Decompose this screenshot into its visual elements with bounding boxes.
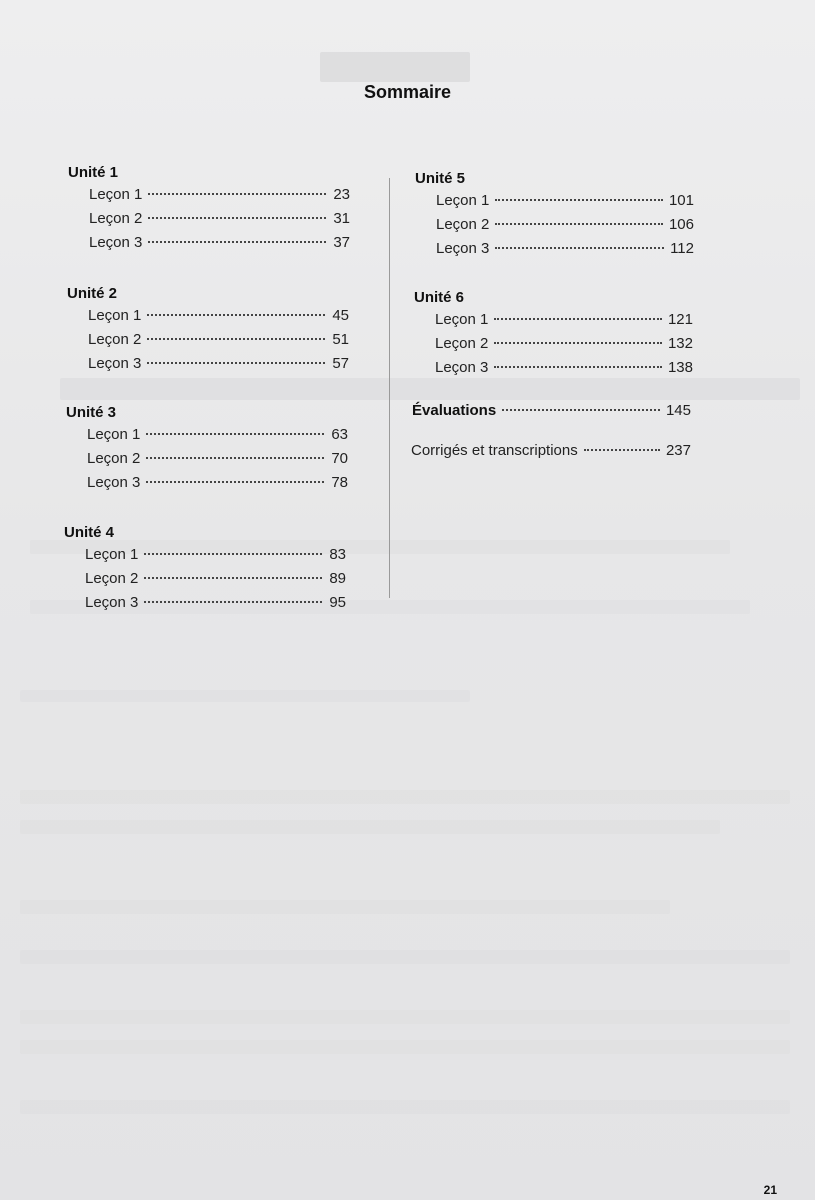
toc-entry[interactable] bbox=[68, 207, 350, 231]
page-reference: 23 bbox=[333, 186, 350, 203]
page-reference: 121 bbox=[667, 311, 693, 328]
unit-6-section bbox=[414, 288, 693, 380]
toc-entry[interactable] bbox=[64, 543, 346, 567]
show-through-line bbox=[20, 1010, 790, 1024]
toc-entry[interactable] bbox=[414, 308, 693, 332]
page-reference: 106 bbox=[668, 216, 694, 233]
unit-1-section bbox=[68, 163, 350, 255]
leader-dots bbox=[146, 457, 324, 459]
show-through-line bbox=[20, 900, 670, 914]
show-through-heading bbox=[320, 52, 470, 82]
leader-dots bbox=[494, 366, 662, 368]
toc-entry-corriges[interactable] bbox=[411, 442, 691, 459]
toc-entry[interactable] bbox=[64, 591, 346, 615]
leader-dots bbox=[584, 449, 660, 451]
unit-4-section bbox=[64, 523, 346, 615]
leader-dots bbox=[146, 433, 324, 435]
leader-dots bbox=[146, 481, 324, 483]
leader-dots bbox=[147, 314, 325, 316]
lesson-label: Leçon 1 bbox=[87, 426, 141, 443]
page-reference: 132 bbox=[667, 335, 693, 352]
lesson-label: Leçon 3 bbox=[436, 240, 490, 257]
page-reference: 145 bbox=[665, 402, 691, 419]
show-through-line bbox=[20, 950, 790, 964]
toc-entry-evaluations[interactable] bbox=[412, 402, 691, 419]
page-reference: 70 bbox=[331, 450, 348, 467]
leader-dots bbox=[495, 223, 663, 225]
lesson-label: Leçon 2 bbox=[88, 331, 142, 348]
leader-dots bbox=[502, 409, 660, 411]
toc-entry[interactable] bbox=[66, 447, 348, 471]
lesson-label: Leçon 3 bbox=[85, 594, 139, 611]
show-through-line bbox=[20, 1040, 790, 1054]
toc-entry[interactable] bbox=[66, 423, 348, 447]
toc-entry[interactable] bbox=[68, 231, 350, 255]
show-through-line bbox=[60, 378, 800, 400]
evaluations-label: Évaluations bbox=[412, 402, 497, 419]
leader-dots bbox=[144, 577, 322, 579]
lesson-label: Leçon 3 bbox=[89, 234, 143, 251]
toc-entry[interactable] bbox=[415, 237, 694, 261]
page-reference: 37 bbox=[333, 234, 350, 251]
page-reference: 138 bbox=[667, 359, 693, 376]
show-through-line bbox=[20, 790, 790, 804]
lesson-label: Leçon 1 bbox=[85, 546, 139, 563]
page-reference: 63 bbox=[331, 426, 348, 443]
column-divider bbox=[389, 178, 390, 598]
toc-entry[interactable] bbox=[415, 213, 694, 237]
toc-entry[interactable] bbox=[414, 356, 693, 380]
lesson-label: Leçon 2 bbox=[435, 335, 489, 352]
page-reference: 31 bbox=[333, 210, 350, 227]
leader-dots bbox=[144, 601, 322, 603]
unit-title: Unité 4 bbox=[64, 524, 115, 541]
leader-dots bbox=[147, 338, 325, 340]
leader-dots bbox=[144, 553, 322, 555]
unit-title: Unité 5 bbox=[415, 170, 466, 187]
lesson-label: Leçon 1 bbox=[88, 307, 142, 324]
show-through-line bbox=[20, 820, 720, 834]
toc-entry[interactable] bbox=[415, 189, 694, 213]
unit-title: Unité 2 bbox=[67, 285, 118, 302]
page-reference: 57 bbox=[332, 355, 349, 372]
unit-3-section bbox=[66, 403, 348, 495]
lesson-label: Leçon 1 bbox=[436, 192, 490, 209]
leader-dots bbox=[494, 318, 662, 320]
leader-dots bbox=[495, 199, 663, 201]
show-through-line bbox=[20, 1100, 790, 1114]
toc-entry[interactable] bbox=[68, 183, 350, 207]
leader-dots bbox=[147, 362, 325, 364]
page-reference: 89 bbox=[329, 570, 346, 587]
page-reference: 95 bbox=[329, 594, 346, 611]
lesson-label: Leçon 2 bbox=[85, 570, 139, 587]
page-reference: 45 bbox=[332, 307, 349, 324]
toc-entry[interactable] bbox=[64, 567, 346, 591]
page-reference: 112 bbox=[670, 240, 694, 257]
leader-dots bbox=[148, 217, 326, 219]
page-title: Sommaire bbox=[363, 82, 452, 102]
lesson-label: Leçon 2 bbox=[89, 210, 143, 227]
toc-entry[interactable] bbox=[67, 328, 349, 352]
leader-dots bbox=[148, 193, 326, 195]
lesson-label: Leçon 2 bbox=[87, 450, 141, 467]
page-reference: 101 bbox=[668, 192, 694, 209]
lesson-label: Leçon 3 bbox=[435, 359, 489, 376]
lesson-label: Leçon 2 bbox=[436, 216, 490, 233]
unit-2-section bbox=[67, 284, 349, 376]
leader-dots bbox=[495, 247, 664, 249]
page-number: 21 bbox=[763, 1183, 777, 1197]
unit-5-section bbox=[415, 169, 694, 261]
lesson-label: Leçon 1 bbox=[435, 311, 489, 328]
toc-entry[interactable] bbox=[414, 332, 693, 356]
lesson-label: Leçon 1 bbox=[89, 186, 143, 203]
lesson-label: Leçon 3 bbox=[87, 474, 141, 491]
page-reference: 83 bbox=[329, 546, 346, 563]
lesson-label: Leçon 3 bbox=[88, 355, 142, 372]
toc-entry[interactable] bbox=[67, 304, 349, 328]
toc-entry[interactable] bbox=[67, 352, 349, 376]
page-reference: 78 bbox=[331, 474, 348, 491]
unit-title: Unité 6 bbox=[414, 289, 465, 306]
page-reference: 51 bbox=[332, 331, 349, 348]
toc-entry[interactable] bbox=[66, 471, 348, 495]
unit-title: Unité 1 bbox=[68, 164, 119, 181]
unit-title: Unité 3 bbox=[66, 404, 117, 421]
leader-dots bbox=[494, 342, 662, 344]
corriges-label: Corrigés et transcriptions bbox=[411, 442, 578, 459]
show-through-line bbox=[20, 690, 470, 702]
leader-dots bbox=[148, 241, 326, 243]
page-reference: 237 bbox=[665, 442, 691, 459]
